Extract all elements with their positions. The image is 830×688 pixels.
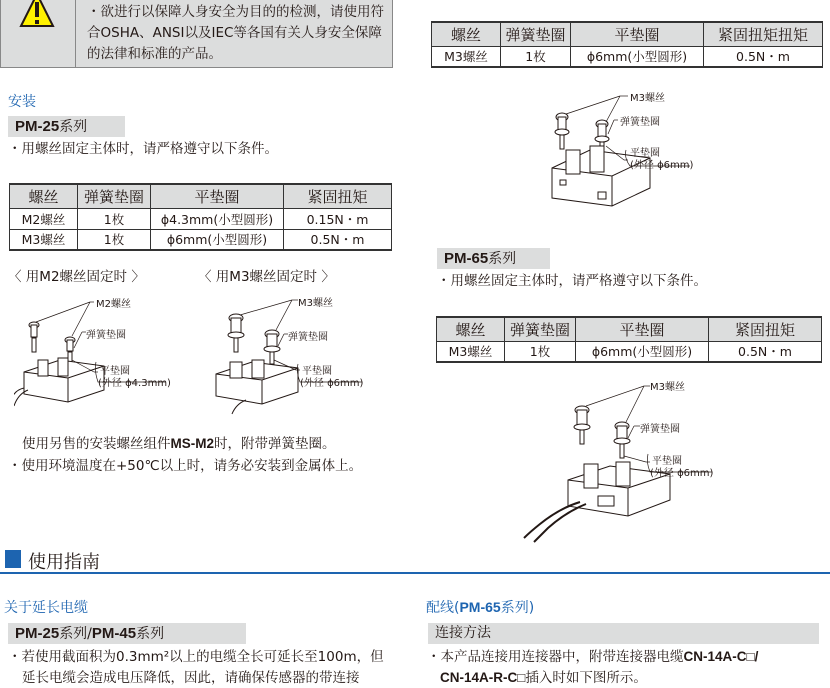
washer-diameter-label: (外径 ϕ6mm): [630, 160, 694, 171]
pm25-model: PM-25: [15, 625, 60, 642]
washer-diameter-label: (外径 ϕ4.3mm): [98, 378, 171, 389]
wiring-text: 插入时如下图所示。: [525, 670, 647, 686]
wiring-line-1: [427, 647, 758, 667]
table-cell: ϕ4.3mm(小型圆形): [151, 208, 284, 229]
washer-diameter-label: (外径 ϕ6mm): [300, 378, 364, 389]
safety-warning-box: [0, 0, 393, 68]
pm65-model: PM-65: [444, 250, 489, 267]
table-header: 紧固扭矩: [284, 184, 392, 208]
flat-washer-label: 平垫圈: [302, 366, 332, 377]
table-cell: M3螺丝: [10, 229, 78, 250]
pm25-note: ・用螺丝固定主体时，请严格遵守以下条件。: [8, 141, 278, 157]
install-heading: 安装: [8, 94, 36, 110]
warning-icon: [17, 0, 57, 28]
usage-guide-section-header: [0, 548, 830, 574]
extension-heading: 关于延长电缆: [4, 600, 88, 616]
table-header: 弹簧垫圈: [505, 317, 576, 341]
table-header: 螺丝: [437, 317, 505, 341]
table-header: 螺丝: [432, 22, 501, 46]
series-label: 系列: [488, 251, 517, 267]
table-header: 平垫圈: [151, 184, 284, 208]
pm65-note: ・用螺丝固定主体时，请严格遵守以下条件。: [437, 273, 707, 289]
wiring-line-2: [440, 668, 647, 688]
table-cell: 0.5N・m: [709, 341, 822, 362]
pm65-mounting-figure: [520, 376, 740, 544]
table-header: 紧固扭矩扭矩: [704, 22, 823, 46]
table-cell: 0.15N・m: [284, 208, 392, 229]
flat-washer-label: 平垫圈: [100, 366, 130, 377]
heading-text: 系列): [500, 600, 535, 616]
table-cell: ϕ6mm(小型圆形): [571, 46, 704, 67]
ms-m2-model: MS-M2: [170, 436, 214, 451]
connection-method-tag: [428, 623, 819, 644]
section-marker-icon: [5, 550, 21, 568]
spring-washer-label: 弹簧垫圈: [640, 424, 680, 435]
pm45-model: PM-45: [91, 625, 137, 642]
connector-cable-model: CN-14A-C□/: [683, 649, 759, 664]
pm65-series-tag: [437, 248, 550, 269]
extension-line-1: ・若使用截面积为0.3mm²以上的电缆全长可延长至100m，但: [8, 649, 384, 665]
pm25-screw-table: [9, 183, 392, 251]
table-cell: ϕ6mm(小型圆形): [151, 229, 284, 250]
series-label: 系列: [59, 119, 88, 135]
table-row: [10, 229, 392, 250]
wiring-heading: [426, 597, 534, 617]
table-cell: 1枚: [501, 46, 571, 67]
heading-text: 配线(: [426, 600, 460, 616]
series-label: 系列: [136, 626, 165, 642]
spring-washer-label: 弹簧垫圈: [86, 330, 126, 341]
table-row: [432, 46, 823, 67]
table-header: 平垫圈: [571, 22, 704, 46]
note-text: 使用另售的安装螺丝组件: [22, 436, 171, 452]
washer-diameter-label: (外径 ϕ6mm): [650, 468, 714, 479]
spring-washer-label: 弹簧垫圈: [620, 117, 660, 128]
warning-text: ・欲进行以保障人身安全为目的的检测，请使用符合OSHA、ANSI以及IEC等各国有关人身安全保障的法律和标准的产品。: [87, 4, 384, 62]
flat-washer-label: 平垫圈: [652, 456, 682, 467]
table-cell: M3螺丝: [437, 341, 505, 362]
warning-divider: [75, 0, 76, 68]
table-header: 紧固扭矩: [709, 317, 822, 341]
pm25-pm45-series-tag: [8, 623, 246, 644]
table-cell: 1枚: [505, 341, 576, 362]
screw-label: M3螺丝: [630, 93, 665, 104]
table-header: 弹簧垫圈: [78, 184, 151, 208]
pm65-sensor-illustration: [520, 376, 740, 544]
pm45-screw-table: [431, 21, 823, 68]
pm25-model: PM-25: [15, 118, 60, 135]
screw-label: M3螺丝: [650, 382, 685, 393]
section-title: 使用指南: [28, 552, 100, 573]
table-cell: ϕ6mm(小型圆形): [576, 341, 709, 362]
table-cell: 0.5N・m: [704, 46, 823, 67]
caption-m3: 〈 用M3螺丝固定时 〉: [198, 269, 335, 285]
table-row: [437, 341, 822, 362]
table-cell: 1枚: [78, 229, 151, 250]
wiring-text: ・本产品连接用连接器中，附带连接器电缆: [427, 649, 684, 665]
table-header: 螺丝: [10, 184, 78, 208]
table-header: 弹簧垫圈: [501, 22, 571, 46]
ms-m2-note: [22, 434, 336, 454]
screw-label: M3螺丝: [298, 298, 333, 309]
flat-washer-label: 平垫圈: [630, 148, 660, 159]
table-cell: 1枚: [78, 208, 151, 229]
note-text: 时，附带弹簧垫圈。: [214, 436, 336, 452]
table-cell: 0.5N・m: [284, 229, 392, 250]
screw-label: M2螺丝: [96, 299, 131, 310]
spring-washer-label: 弹簧垫圈: [288, 332, 328, 343]
table-cell: M2螺丝: [10, 208, 78, 229]
pm25-series-tag: [8, 116, 125, 137]
pm25-m3-figure: [206, 290, 386, 420]
table-cell: M3螺丝: [432, 46, 501, 67]
caption-m2: 〈 用M2螺丝固定时 〉: [8, 269, 145, 285]
connector-cable-model: CN-14A-R-C□: [440, 670, 526, 685]
pm25-m3-illustration: [206, 290, 386, 420]
table-header: 平垫圈: [576, 317, 709, 341]
pm25-m2-figure: [14, 290, 194, 420]
table-row: [10, 208, 392, 229]
pm65-model: PM-65: [459, 599, 501, 615]
pm45-mounting-figure: [540, 88, 740, 223]
series-label: 系列/: [59, 626, 92, 642]
connection-method-label: 连接方法: [435, 625, 491, 641]
extension-line-2: 延长电缆会造成电压降低，因此，请确保传感器的带连接: [22, 670, 360, 686]
pm65-screw-table: [436, 316, 822, 363]
temperature-note: ・使用环境温度在+50℃以上时，请务必安装到金属体上。: [8, 458, 363, 474]
